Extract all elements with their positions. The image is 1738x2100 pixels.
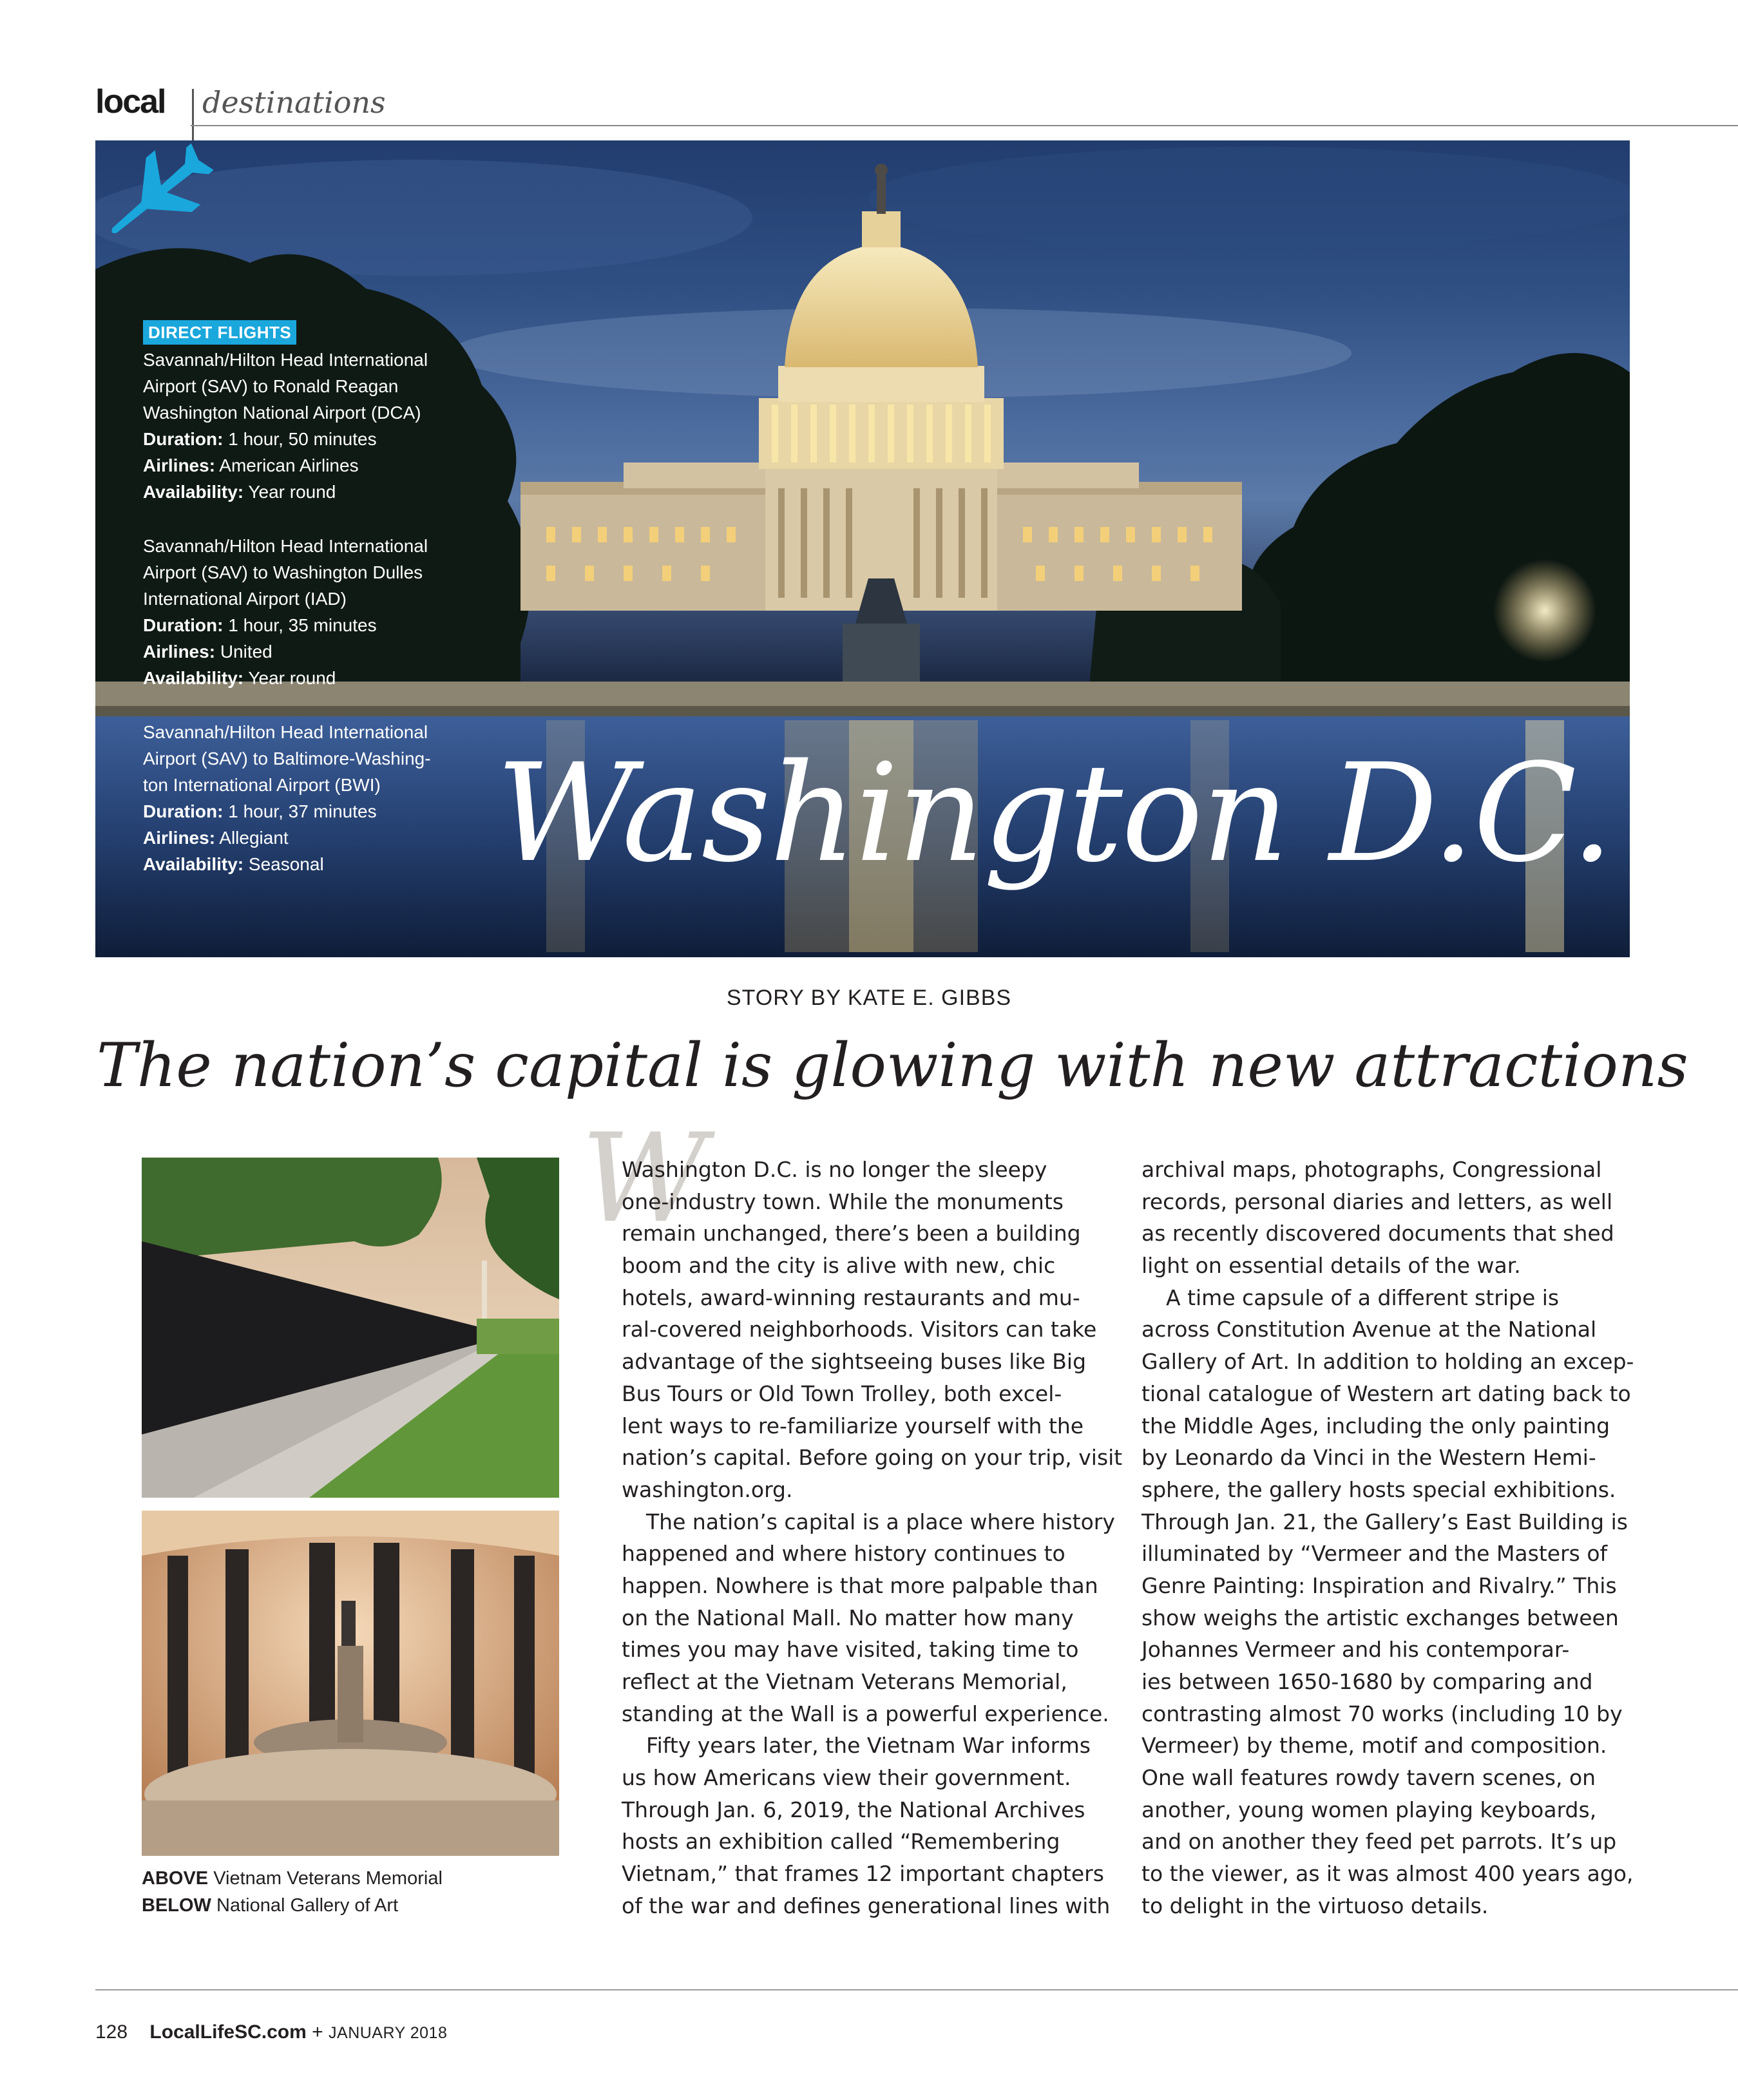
flight-availability-value: Year round	[248, 482, 336, 502]
body-line: One wall features rowdy tavern scenes, on	[1141, 1765, 1596, 1791]
byline: STORY BY KATE E. GIBBS	[726, 986, 1012, 1010]
flight-availability-label: Availability:	[143, 482, 244, 502]
body-line: show weighs the artistic exchanges between	[1141, 1605, 1619, 1630]
body-line: Fifty years later, the Vietnam War informs	[646, 1733, 1091, 1759]
body-line: tional catalogue of Western art dating back to	[1141, 1380, 1631, 1406]
flight-availability-value: Year round	[248, 668, 336, 688]
flight-availability	[143, 479, 478, 505]
body-line: of the war and defines generational lines with	[622, 1893, 1111, 1918]
national-gallery-photo	[142, 1511, 559, 1856]
body-line: Gallery of Art. In addition to holding an excep-	[1141, 1349, 1634, 1375]
flight-route-line: Washington National Airport (DCA)	[143, 403, 421, 423]
body-line: happened and where history continues to	[622, 1541, 1065, 1567]
body-line: sphere, the gallery hosts special exhibitions.	[1141, 1476, 1616, 1502]
flight-entry	[143, 719, 478, 877]
body-line: hosts an exhibition called “Remembering	[622, 1829, 1060, 1855]
flight-route-line: Savannah/Hilton Head International	[143, 536, 428, 556]
body-line: ral-covered neighborhoods. Visitors can take	[622, 1317, 1097, 1342]
body-line: standing at the Wall is a powerful experience.	[622, 1701, 1109, 1726]
photo-caption	[142, 1865, 443, 1919]
flight-duration-label: Duration:	[143, 801, 224, 821]
flight-route-line: Savannah/Hilton Head International	[143, 722, 428, 742]
caption-above-label: ABOVE	[142, 1868, 209, 1889]
flight-entry	[143, 533, 478, 691]
site-name: LocalLifeSC.com	[149, 2021, 307, 2043]
vietnam-memorial-photo	[142, 1158, 559, 1498]
body-line: to delight in the virtuoso details.	[1141, 1893, 1489, 1918]
flight-airlines-value: Allegiant	[219, 828, 289, 848]
body-line: times you may have visited, taking time to	[622, 1637, 1079, 1663]
flight-availability-label: Availability:	[143, 854, 244, 874]
caption-below-label: BELOW	[142, 1895, 211, 1916]
flight-route-line: Savannah/Hilton Head International	[143, 350, 428, 370]
flight-entry	[143, 347, 478, 505]
flight-duration-value: 1 hour, 50 minutes	[228, 429, 377, 449]
body-line: reflect at the Vietnam Veterans Memorial,	[622, 1669, 1067, 1694]
direct-flights-box	[143, 319, 478, 877]
body-line: on the National Mall. No matter how many	[622, 1605, 1074, 1630]
body-line: advantage of the sightseeing buses like Big	[622, 1349, 1087, 1375]
flight-availability-value: Seasonal	[248, 854, 324, 874]
body-line: Through Jan. 21, the Gallery’s East Building is	[1141, 1509, 1628, 1534]
flight-duration	[143, 612, 478, 638]
body-line: Washington D.C. is no longer the sleepy	[622, 1157, 1047, 1182]
body-line: contrasting almost 70 works (including 10 by	[1141, 1701, 1623, 1726]
flight-airlines	[143, 452, 478, 479]
body-line: across Constitution Avenue at the National	[1141, 1317, 1597, 1342]
page-number: 128	[95, 2021, 128, 2043]
flight-availability-label: Availability:	[143, 668, 244, 688]
flight-list	[143, 347, 478, 877]
flight-availability	[143, 851, 478, 877]
drop-cap: W	[581, 1107, 707, 1250]
direct-flights-heading: DIRECT FLIGHTS	[143, 320, 296, 345]
body-line: lent ways to re-familiarize yourself with the	[622, 1413, 1084, 1438]
body-line: hotels, award-winning restaurants and mu-	[622, 1284, 1080, 1310]
body-line: by Leonardo da Vinci in the Western Hemi-	[1141, 1445, 1596, 1471]
flight-duration-value: 1 hour, 37 minutes	[228, 801, 377, 821]
flight-route-line: International Airport (IAD)	[143, 589, 347, 609]
flight-duration-label: Duration:	[143, 429, 224, 449]
body-line: and on another they feed pet parrots. It’s up	[1141, 1829, 1617, 1855]
body-line: nation’s capital. Before going on your trip, visit	[622, 1445, 1123, 1471]
body-line: light on essential details of the war.	[1141, 1253, 1521, 1279]
flight-route-line: ton International Airport (BWI)	[143, 775, 381, 795]
body-line: A time capsule of a different stripe is	[1166, 1284, 1560, 1310]
body-line: archival maps, photographs, Congressional	[1141, 1157, 1602, 1182]
flight-airlines-label: Airlines:	[143, 642, 216, 662]
body-line: as recently discovered documents that shed	[1141, 1221, 1614, 1246]
body-line: records, personal diaries and letters, as well	[1141, 1188, 1613, 1214]
body-line: Vietnam,” that frames 12 important chapters	[622, 1861, 1104, 1887]
caption-above-text: Vietnam Veterans Memorial	[213, 1868, 443, 1889]
caption-below-text: National Gallery of Art	[216, 1895, 399, 1916]
body-line: The nation’s capital is a place where history	[646, 1509, 1115, 1534]
footer-rule	[95, 1989, 1738, 1990]
body-line: the Middle Ages, including the only painting	[1141, 1413, 1610, 1438]
flight-duration	[143, 426, 478, 452]
flight-duration-value: 1 hour, 35 minutes	[228, 615, 377, 635]
body-line: illuminated by “Vermeer and the Masters of	[1141, 1541, 1608, 1567]
body-line: one-industry town. While the monuments	[622, 1188, 1064, 1214]
body-line: washington.org.	[622, 1476, 793, 1502]
section-label: local	[95, 83, 166, 120]
flight-airlines	[143, 825, 478, 851]
flight-availability	[143, 665, 478, 691]
issue-date: JANUARY 2018	[329, 2024, 448, 2042]
flight-airlines-label: Airlines:	[143, 828, 216, 848]
body-line: remain unchanged, there’s been a building	[622, 1221, 1081, 1246]
body-line: Through Jan. 6, 2019, the National Archives	[622, 1797, 1085, 1822]
body-line: Bus Tours or Old Town Trolley, both excel-	[622, 1380, 1062, 1406]
body-line: happen. Nowhere is that more palpable than	[622, 1572, 1098, 1598]
body-line: Johannes Vermeer and his contemporar-	[1141, 1637, 1570, 1663]
section-sublabel: destinations	[202, 85, 386, 120]
body-line: us how Americans view their government.	[622, 1765, 1071, 1791]
body-column-1	[622, 1154, 1123, 1922]
flight-duration	[143, 798, 478, 825]
hero-title: Washington D.C.	[496, 734, 1613, 892]
flight-airlines-value: American Airlines	[219, 455, 359, 475]
body-line: to the viewer, as it was almost 400 years ago,	[1141, 1861, 1634, 1887]
header-rule	[191, 125, 1738, 126]
deck-headline: The nation’s capital is glowing with new attractions	[97, 1031, 1688, 1101]
footer-separator: +	[312, 2021, 323, 2043]
airplane-icon	[95, 140, 218, 250]
page-footer	[95, 2021, 447, 2043]
flight-airlines	[143, 638, 478, 665]
flight-airlines-label: Airlines:	[143, 455, 216, 475]
body-line: Vermeer) by theme, motif and composition.	[1141, 1733, 1607, 1759]
flight-airlines-value: United	[220, 642, 272, 662]
flight-duration-label: Duration:	[143, 615, 224, 635]
flight-route-line: Airport (SAV) to Baltimore-Washing-	[143, 749, 431, 768]
body-line: ies between 1650-1680 by comparing and	[1141, 1669, 1593, 1694]
body-line: boom and the city is alive with new, chic	[622, 1253, 1056, 1279]
flight-route-line: Airport (SAV) to Ronald Reagan	[143, 376, 399, 396]
body-column-2	[1141, 1154, 1638, 1922]
flight-route-line: Airport (SAV) to Washington Dulles	[143, 562, 423, 582]
body-line: Genre Painting: Inspiration and Rivalry.” This	[1141, 1572, 1617, 1598]
body-line: another, young women playing keyboards,	[1141, 1797, 1597, 1822]
